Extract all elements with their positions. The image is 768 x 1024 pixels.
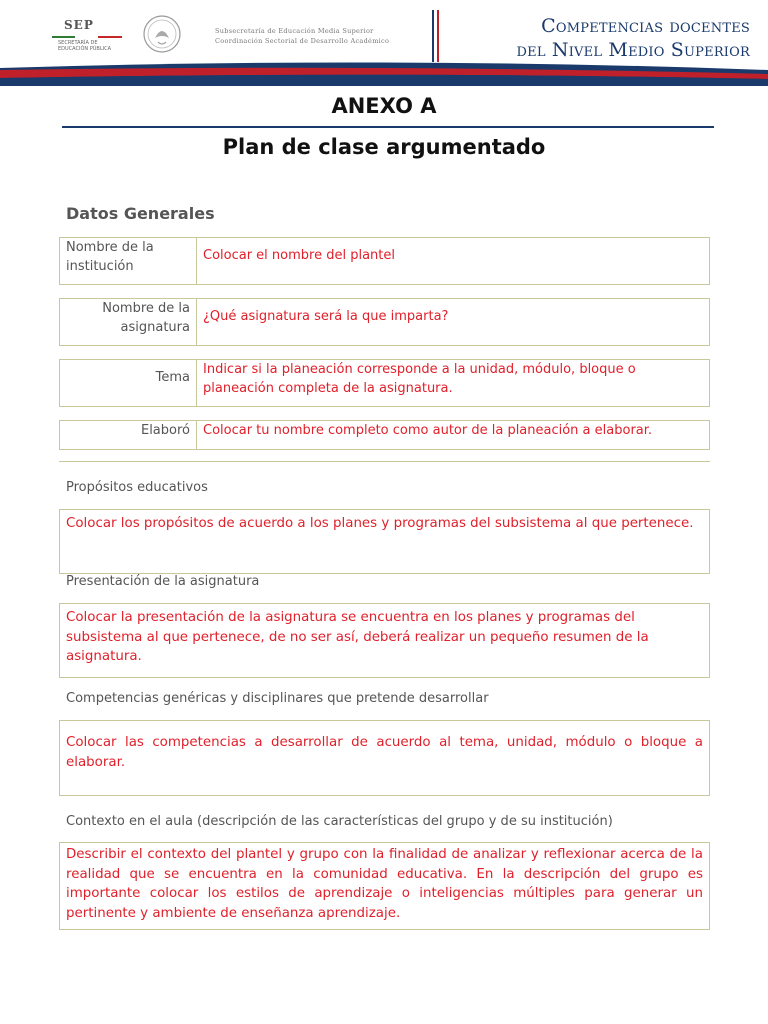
subsecretaria-line2: Coordinación Sectorial de Desarrollo Académico xyxy=(215,37,390,45)
subsecretaria-line1: Subsecretaría de Educación Media Superior xyxy=(215,27,374,35)
document-title: ANEXO A xyxy=(331,94,437,118)
section-box-presentacion: Colocar la presentación de la asignatura se encuentra en los planes y programas del subsistema al que pertenece, de no ser así, deberá realizar un pequeño resumen de la asignatura. xyxy=(59,603,710,678)
header-wave-band xyxy=(0,62,768,86)
datos-generales-heading: Datos Generales xyxy=(66,204,215,223)
row-value: Colocar el nombre del plantel xyxy=(203,248,395,263)
page-header xyxy=(0,0,768,84)
subsecretaria-text xyxy=(215,26,405,46)
title-rule xyxy=(62,126,714,128)
sep-logo-text: SEP xyxy=(64,18,94,32)
row-label: Tema xyxy=(60,360,197,406)
row-value: Indicar si la planeación corresponde a la unidad, módulo, bloque o planeación completa de la asignatura. xyxy=(203,362,636,396)
section-label-competencias: Competencias genéricas y disciplinares que pretende desarrollar xyxy=(66,691,489,706)
row-label: Nombre de la institución xyxy=(60,238,197,284)
brand-line1: Competencias docentes xyxy=(541,15,750,37)
row-asignatura xyxy=(59,298,710,346)
document-subtitle: Plan de clase argumentado xyxy=(222,135,546,159)
section-label-presentacion: Presentación de la asignatura xyxy=(66,574,260,589)
sep-logo xyxy=(52,14,124,54)
section-divider xyxy=(59,461,710,462)
row-elaboro xyxy=(59,420,710,450)
competencias-brand xyxy=(460,14,750,62)
row-label: Elaboró xyxy=(60,421,197,449)
mexico-seal-icon xyxy=(142,14,182,54)
row-value: ¿Qué asignatura será la que imparta? xyxy=(203,309,449,324)
row-value: Colocar tu nombre completo como autor de la planeación a elaborar. xyxy=(203,423,653,438)
header-divider-red xyxy=(437,10,439,62)
section-label-contexto: Contexto en el aula (descripción de las características del grupo y de su institución) xyxy=(66,814,613,829)
section-box-contexto: Describir el contexto del plantel y grupo con la finalidad de analizar y reflexionar acerca de la realidad que se encuentra en la comunidad educativa. En la descripción del grupo es importante colocar los estilos de aprendizaje o inteligencias múltiples para generar un pertinente y ambiente de enseñanza aprendizaje. xyxy=(59,842,710,930)
sep-logo-subtitle: SECRETARÍA DE EDUCACIÓN PÚBLICA xyxy=(58,40,112,52)
header-divider-navy xyxy=(432,10,434,62)
row-institucion xyxy=(59,237,710,285)
section-box-competencias: Colocar las competencias a desarrollar de acuerdo al tema, unidad, módulo o bloque a elaborar. xyxy=(59,720,710,796)
brand-line2: del Nivel Medio Superior xyxy=(516,39,750,61)
section-box-propositos: Colocar los propósitos de acuerdo a los planes y programas del subsistema al que pertenece. xyxy=(59,509,710,574)
row-label: Nombre de la asignatura xyxy=(60,299,197,345)
sep-flag-bar xyxy=(52,36,122,38)
section-label-propositos: Propósitos educativos xyxy=(66,480,208,495)
row-tema xyxy=(59,359,710,407)
